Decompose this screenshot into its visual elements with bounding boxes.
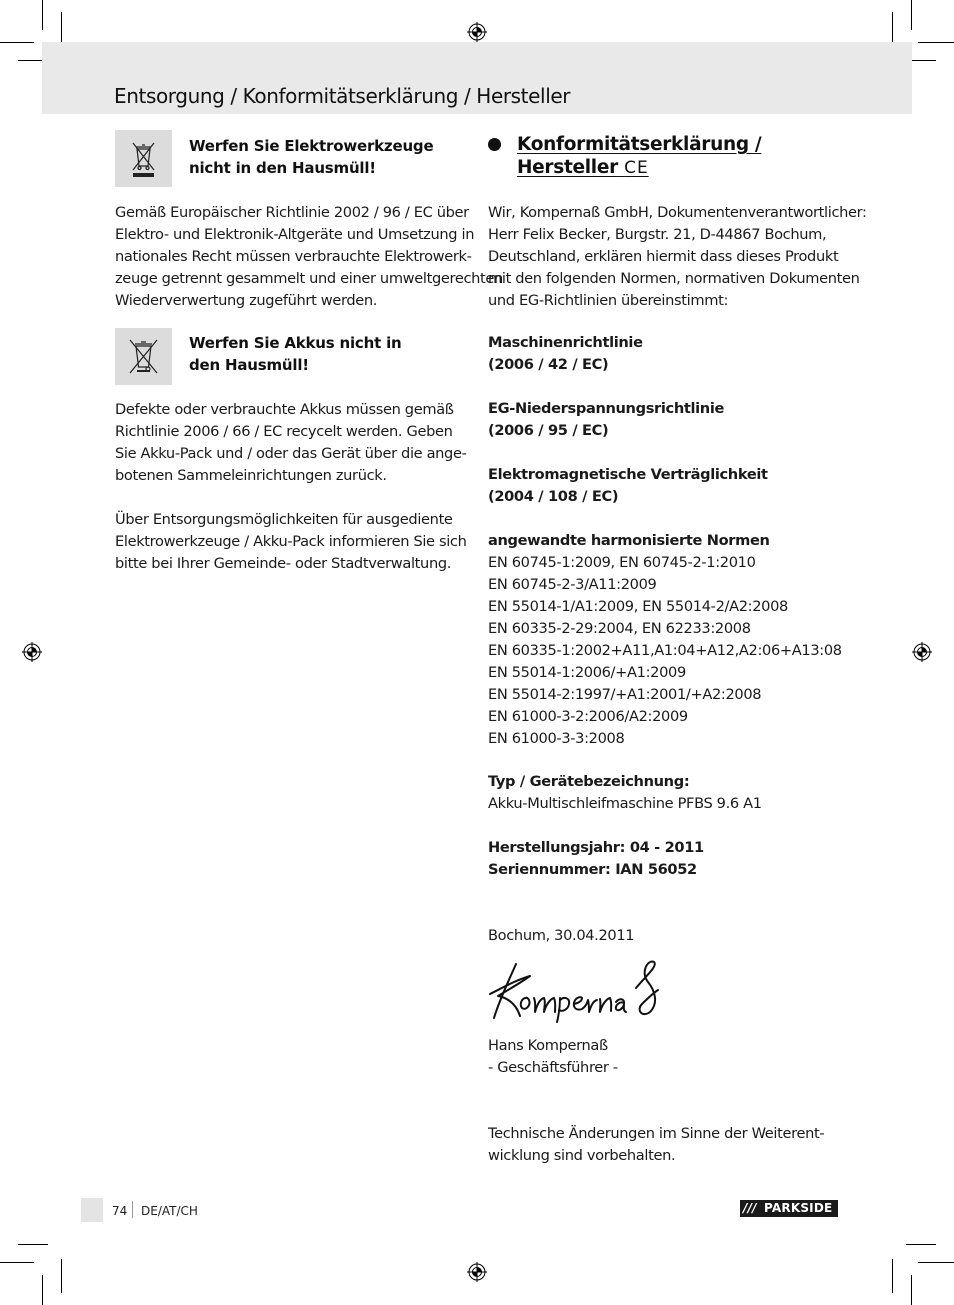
text-line: wicklung sind vorbehalten. [488,1147,676,1164]
text-line: EG-Niederspannungsrichtlinie [488,400,725,417]
text-line: Elektro- und Elektronik-Altgeräte und Umsetzung in [115,226,475,243]
warning-line: Werfen Sie Elektrowerkzeuge [189,137,434,155]
text-line: und EG-Richtlinien übereinstimmt: [488,292,729,309]
battery-paragraph [115,399,467,487]
crop-mark [892,12,893,46]
norm-line: EN 60335-1:2002+A11,A1:04+A12,A2:06+A13:08 [488,642,842,659]
crop-mark [42,1275,43,1305]
text-line: Herr Felix Becker, Burgstr. 21, D-44867 Bochum, [488,226,827,243]
signature [486,958,664,1024]
type-heading: Typ / Gerätebezeichnung: [488,773,690,790]
page-title: Entsorgung / Konformitätserklärung / Hersteller [114,84,571,108]
text-line: Deutschland, erklären hiermit dass dieses Produkt [488,248,839,265]
declaration-intro [488,202,867,312]
signer-role: - Geschäftsführer - [488,1059,618,1076]
text-line: Richtlinie 2006 / 66 / EC recycelt werden. Geben [115,423,453,440]
text-line: (2006 / 42 / EC) [488,356,609,373]
text-line: Defekte oder verbrauchte Akkus müssen gemäß [115,401,454,418]
norm-line: EN 61000-3-2:2006/A2:2009 [488,708,688,725]
norm-line: EN 55014-2:1997/+A1:2001/+A2:2008 [488,686,762,703]
weee-paragraph [115,202,503,312]
registration-mark-icon [912,642,932,662]
serial-number: Seriennummer: IAN 56052 [488,861,697,878]
crop-mark [61,1259,62,1293]
norms-block [488,530,842,750]
footer-separator [132,1201,133,1218]
battery-icon-box [115,328,172,385]
page-number: 74 [112,1204,128,1218]
crop-mark [892,1259,893,1293]
type-value: Akku-Multischleifmaschine PFBS 9.6 A1 [488,795,762,812]
text-line: Maschinenrichtlinie [488,334,643,351]
text-line: zeuge getrennt gesammelt und einer umweltgerechten [115,270,503,287]
norms-heading: angewandte harmonisierte Normen [488,532,770,549]
place-date: Bochum, 30.04.2011 [488,927,635,944]
section-title-line1: Konformitätserklärung / [517,134,762,155]
crop-mark [911,1275,912,1305]
norm-line: EN 61000-3-3:2008 [488,730,625,747]
directive-emc [488,464,768,508]
norm-line: EN 60335-2-29:2004, EN 62233:2008 [488,620,751,637]
norm-line: EN 60745-1:2009, EN 60745-2-1:2010 [488,554,756,571]
text-line: Elektrowerkzeuge / Akku-Pack informieren Sie sich [115,533,467,550]
footer-page-box [81,1198,103,1222]
warning-line: Werfen Sie Akkus nicht in [189,334,402,352]
production-block [488,837,704,881]
crop-mark [918,42,954,43]
disclaimer [488,1123,824,1167]
ce-mark: CE [624,158,649,178]
section-bullet [488,138,501,151]
section-title [517,133,761,180]
type-block [488,771,762,815]
crop-mark [918,1262,954,1263]
weee-icon-box [115,130,172,187]
norm-line: EN 55014-1:2006/+A1:2009 [488,664,686,681]
crop-mark [0,42,34,43]
crossed-bin-icon [115,130,172,187]
region-code: DE/AT/CH [141,1204,198,1218]
norm-line: EN 60745-2-3/A11:2009 [488,576,657,593]
text-line: Gemäß Europäischer Richtlinie 2002 / 96 / EC über [115,204,469,221]
text-line: (2004 / 108 / EC) [488,488,619,505]
crop-mark [0,1262,34,1263]
text-line: nationales Recht müssen verbrauchte Elektrowerk- [115,248,472,265]
registration-mark-icon [467,1262,487,1282]
text-line: mit den folgenden Normen, normativen Dokumenten [488,270,860,287]
norm-line: EN 55014-1/A1:2009, EN 55014-2/A2:2008 [488,598,788,615]
crop-mark [906,1244,936,1245]
parkside-logo [740,1200,838,1217]
text-line: Über Entsorgungsmöglichkeiten für ausgediente [115,511,453,528]
logo-slashes: /// [743,1201,757,1215]
text-line: Technische Änderungen im Sinne der Weiterent- [488,1125,825,1142]
production-year: Herstellungsjahr: 04 - 2011 [488,839,704,856]
text-line: Sie Akku-Pack und / oder das Gerät über die ange- [115,445,467,462]
signer-block [488,1035,618,1079]
warning-line: nicht in den Hausmüll! [189,159,376,177]
registration-mark-icon [467,22,487,42]
disposal-info-paragraph [115,509,467,575]
text-line: (2006 / 95 / EC) [488,422,609,439]
text-line: bitte bei Ihrer Gemeinde- oder Stadtverwaltung. [115,555,452,572]
crop-mark [61,12,62,46]
text-line: Wiederverwertung zugeführt werden. [115,292,378,309]
directive-machinery [488,332,643,376]
signer-name: Hans Kompernaß [488,1037,608,1054]
text-line: botenen Sammeleinrichtungen zurück. [115,467,387,484]
warning-batteries [189,332,402,376]
crop-mark [911,0,912,30]
crop-mark [18,1244,48,1245]
registration-mark-icon [22,642,42,662]
text-line: Elektromagnetische Verträglichkeit [488,466,768,483]
crop-mark [42,0,43,30]
directive-low-voltage [488,398,724,442]
crossed-bin-battery-icon [115,328,172,385]
section-title-line2 [517,157,649,178]
logo-name: PARKSIDE [764,1201,833,1215]
warning-line: den Hausmüll! [189,356,309,374]
warning-electro-tools [189,135,433,179]
text-line: Wir, Kompernaß GmbH, Dokumentenverantwortlicher: [488,204,867,221]
section-title-line2-text: Hersteller [517,157,618,178]
